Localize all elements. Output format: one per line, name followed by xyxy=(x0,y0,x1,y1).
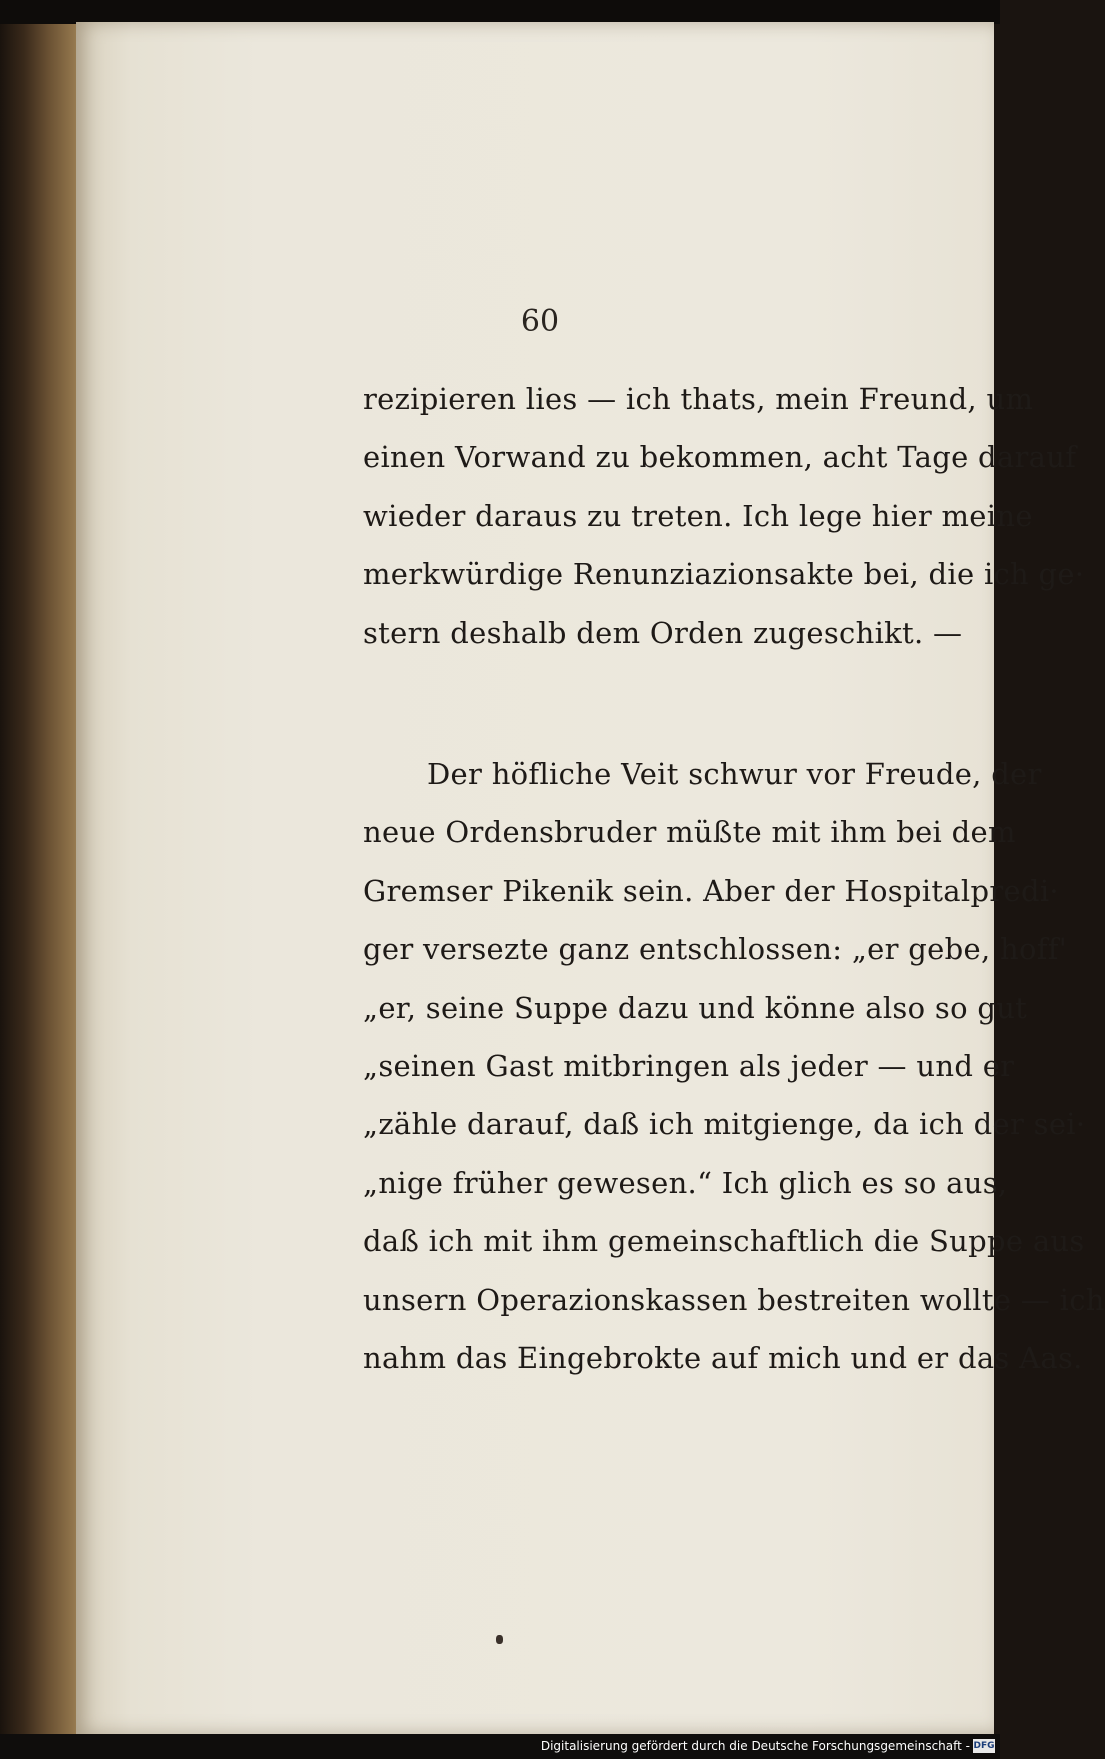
text-line: stern deshalb dem Orden zugeschikt. — xyxy=(363,615,963,650)
text-line: „nige früher gewesen.“ Ich glich es so aus, xyxy=(363,1165,1008,1200)
scan-background-top xyxy=(0,0,1000,24)
text-line: daß ich mit ihm gemeinschaftlich die Suppe aus xyxy=(363,1224,1085,1259)
text-line: „er, seine Suppe dazu und könne also so gut xyxy=(363,990,1028,1025)
text-line: rezipieren lies — ich thats, mein Freund, um xyxy=(363,382,1034,416)
book-page xyxy=(76,22,1105,1734)
text-line: neue Ordensbruder müßte mit ihm bei dem xyxy=(363,815,1016,850)
paragraph-2 xyxy=(363,745,1105,1387)
page-number: 60 xyxy=(520,304,560,339)
text-line: merkwürdige Renunziazionsakte bei, die ich ge· xyxy=(363,557,1085,592)
ink-speck xyxy=(496,1635,503,1644)
text-line: nahm das Eingebrokte auf mich und er das Aas. xyxy=(363,1340,1083,1375)
text-line: Gremser Pikenik sein. Aber der Hospitalpredi· xyxy=(363,873,1059,908)
text-line: wieder daraus zu treten. Ich lege hier meine xyxy=(363,498,1033,533)
text-line: „seinen Gast mitbringen als jeder — und er xyxy=(363,1048,1015,1083)
paragraph-1 xyxy=(363,370,1085,662)
footer-credit: Digitalisierung gefördert durch die Deutsche Forschungsgemeinschaft - xyxy=(540,1739,970,1753)
text-line: Der höfliche Veit schwur vor Freude, der xyxy=(427,757,1042,791)
text-line: ger versezte ganz entschlossen: „er gebe, hoff' xyxy=(363,932,1068,967)
text-line: „zähle darauf, daß ich mitgienge, da ich der sei· xyxy=(363,1107,1086,1142)
digitization-footer xyxy=(0,1734,1000,1759)
text-line: einen Vorwand zu bekommen, acht Tage darauf xyxy=(363,440,1077,475)
dfg-logo: DFG xyxy=(973,1741,995,1751)
text-line: unsern Operazionskassen bestreiten wollte — ich xyxy=(363,1282,1105,1317)
book-spine-edge xyxy=(0,24,82,1734)
